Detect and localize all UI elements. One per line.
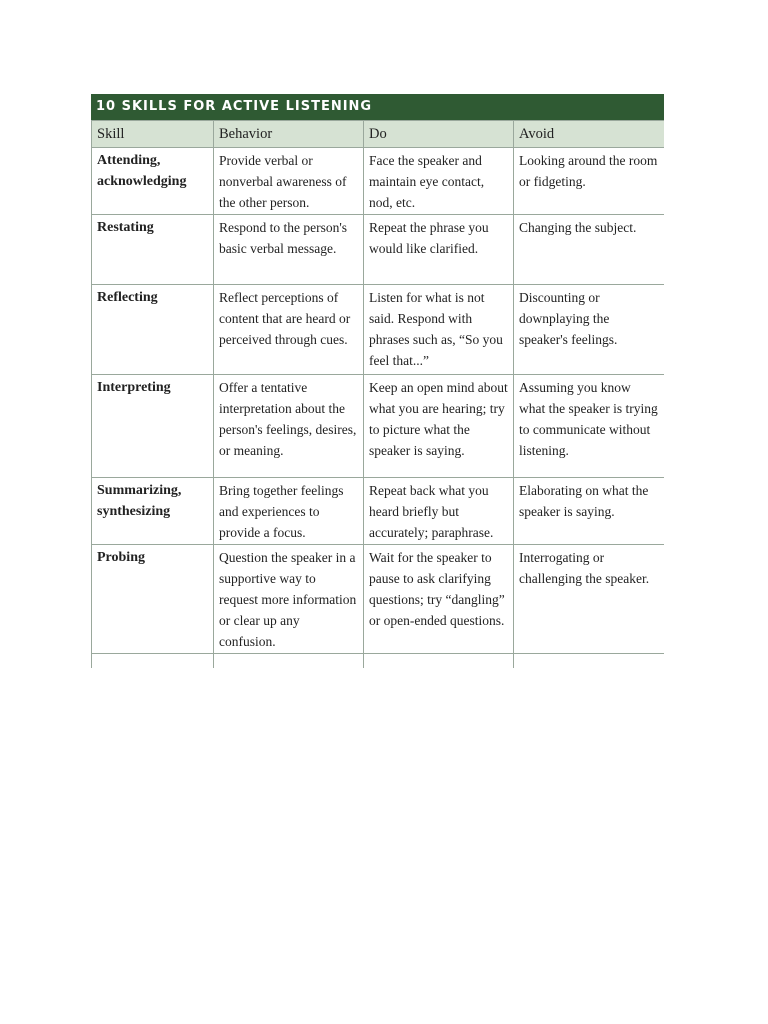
avoid-cell: Changing the subject. [514, 215, 665, 285]
avoid-cell: Discounting or downplaying the speaker's feelings. [514, 285, 665, 375]
table-row [92, 545, 665, 654]
column-header-skill: Skill [92, 121, 214, 148]
column-header-avoid: Avoid [514, 121, 665, 148]
skill-cell: Probing [92, 545, 214, 654]
table-row [92, 478, 665, 545]
do-cell: Repeat back what you heard briefly but accurately; paraphrase. [364, 478, 514, 545]
do-cell: Face the speaker and maintain eye contact, nod, etc. [364, 148, 514, 215]
avoid-cell: Interrogating or challenging the speaker. [514, 545, 665, 654]
skill-cell: Summarizing, synthesizing [92, 478, 214, 545]
avoid-cell: Elaborating on what the speaker is saying. [514, 478, 665, 545]
column-header-behavior: Behavior [214, 121, 364, 148]
behavior-cell: Reflect perceptions of content that are heard or perceived through cues. [214, 285, 364, 375]
table-row-cutoff [92, 654, 665, 669]
avoid-cell: Looking around the room or fidgeting. [514, 148, 665, 215]
skill-cell: Restating [92, 215, 214, 285]
skill-cell: Attending, acknowledging [92, 148, 214, 215]
do-cell: Keep an open mind about what you are hearing; try to picture what the speaker is saying. [364, 375, 514, 478]
behavior-cell: Question the speaker in a supportive way to request more information or clear up any confusion. [214, 545, 364, 654]
table-row [92, 215, 665, 285]
header-row [92, 121, 665, 148]
table-title: 10 SKILLS FOR ACTIVE LISTENING [91, 94, 664, 120]
table-row [92, 375, 665, 478]
behavior-cell: Provide verbal or nonverbal awareness of the other person. [214, 148, 364, 215]
skills-table [91, 120, 664, 668]
empty-cell [92, 654, 214, 669]
avoid-cell: Assuming you know what the speaker is trying to communicate without listening. [514, 375, 665, 478]
do-cell: Listen for what is not said. Respond with phrases such as, “So you feel that...” [364, 285, 514, 375]
behavior-cell: Offer a tentative interpretation about the person's feelings, desires, or meaning. [214, 375, 364, 478]
do-cell: Repeat the phrase you would like clarified. [364, 215, 514, 285]
active-listening-table-image [91, 94, 664, 668]
column-header-do: Do [364, 121, 514, 148]
table-row [92, 285, 665, 375]
empty-cell [514, 654, 665, 669]
table-row [92, 148, 665, 215]
do-cell: Wait for the speaker to pause to ask clarifying questions; try “dangling” or open-ended questions. [364, 545, 514, 654]
behavior-cell: Bring together feelings and experiences to provide a focus. [214, 478, 364, 545]
behavior-cell: Respond to the person's basic verbal message. [214, 215, 364, 285]
empty-cell [214, 654, 364, 669]
empty-cell [364, 654, 514, 669]
skill-cell: Reflecting [92, 285, 214, 375]
skill-cell: Interpreting [92, 375, 214, 478]
